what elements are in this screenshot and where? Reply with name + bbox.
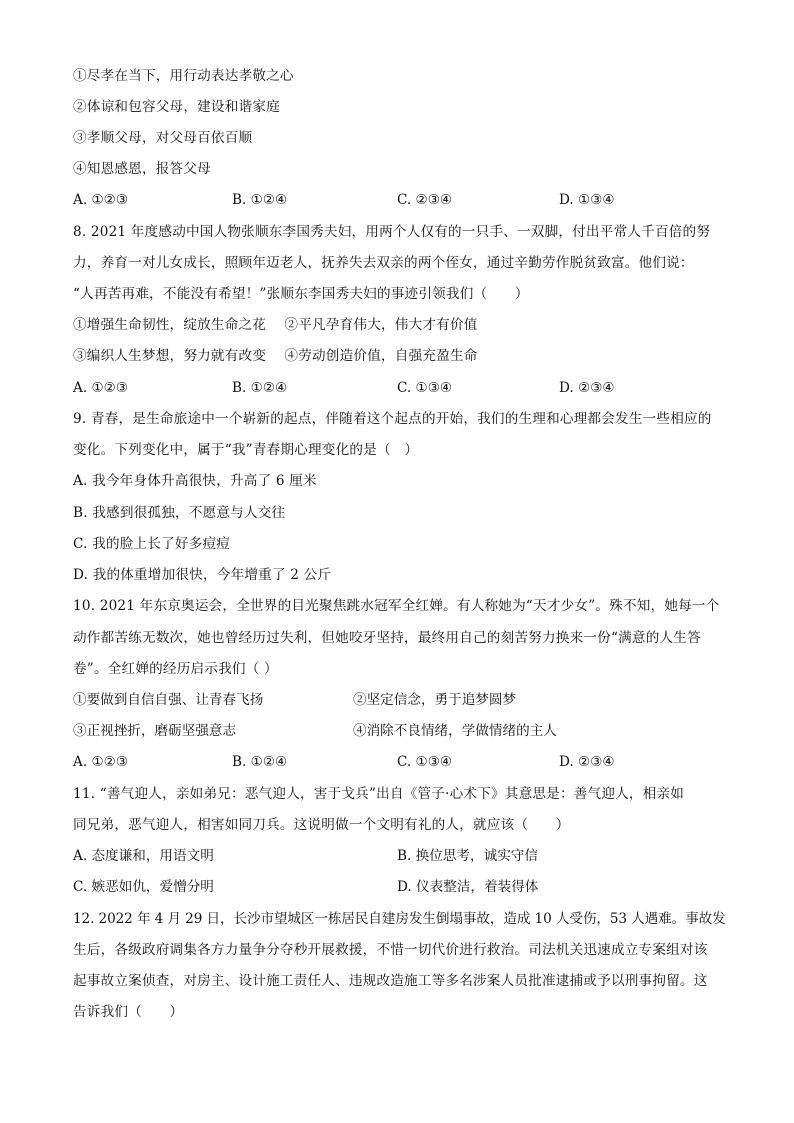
q7-option-4: ④知恩感恩，报答父母 xyxy=(73,161,211,177)
q11-option-b: B. 换位思考，诚实守信 xyxy=(397,848,538,864)
q8-stem-line-1: 8. 2021 年度感动中国人物张顺东李国秀夫妇，用两个人仅有的一只手、一双脚，付出平常人千百倍的努 xyxy=(73,224,711,240)
q11-option-a: A. 态度谦和，用语文明 xyxy=(73,848,214,864)
q12-stem-line-3: 起事故立案侦查，对房主、设计施工责任人、违规改造施工等多名涉案人员批准逮捕或予以刑事拘留。这 xyxy=(73,973,708,989)
q8-stem-line-3: “人再苦再难，不能没有希望！”张顺东李国秀夫妇的事迹引领我们（ ） xyxy=(73,286,529,302)
q9-stem-line-2: 变化。下列变化中，属于“我”青春期心理变化的是（ ） xyxy=(73,442,419,458)
q9-option-c: C. 我的脸上长了好多痘痘 xyxy=(73,536,231,552)
q11-option-d: D. 仪表整洁，着装得体 xyxy=(397,879,539,895)
q12-stem-line-1: 12. 2022 年 4 月 29 日，长沙市望城区一栋居民自建房发生倒塌事故，造成 10 人受伤，53 人遇难。事故发 xyxy=(73,911,726,927)
q8-choice-a: A. ①②③ xyxy=(73,380,129,396)
q12-stem-line-4: 告诉我们（ ） xyxy=(73,1004,184,1020)
q8-options-3-4: ③编织人生梦想，努力就有改变 ④劳动创造价值，自强充盈生命 xyxy=(73,348,478,364)
q9-option-b: B. 我感到很孤独，不愿意与人交往 xyxy=(73,505,286,521)
q10-option-2: ②坚定信念，勇于追梦圆梦 xyxy=(353,692,517,708)
q7-choice-d: D. ①③④ xyxy=(559,192,615,208)
q9-option-d: D. 我的体重增加很快，今年增重了 2 公斤 xyxy=(73,567,332,583)
q11-stem-line-1: 11. “善气迎人，亲如弟兄：恶气迎人，害于戈兵”出自《管子·心术下》其意思是：善气迎人，相亲如 xyxy=(73,786,685,802)
q8-stem-line-2: 力，养育一对儿女成长，照顾年迈老人，抚养失去双亲的两个侄女，通过辛勤劳作脱贫致富。他们说： xyxy=(73,255,694,271)
q10-choice-a: A. ①②③ xyxy=(73,754,129,770)
q10-option-4: ④消除不良情绪，学做情绪的主人 xyxy=(353,723,557,739)
q10-choice-c: C. ①③④ xyxy=(397,754,453,770)
q9-stem-line-1: 9. 青春，是生命旅途中一个崭新的起点，伴随着这个起点的开始，我们的生理和心理都会发生一些相应的 xyxy=(73,411,712,427)
q7-option-3: ③孝顺父母，对父母百依百顺 xyxy=(73,130,253,146)
q11-option-c: C. 嫉恶如仇，爱憎分明 xyxy=(73,879,214,895)
q10-stem-line-2: 动作都苦练无数次，她也曾经历过失利，但她咬牙坚持，最终用自己的刻苦努力换来一份“满意的人生答 xyxy=(73,630,701,646)
q8-choice-d: D. ②③④ xyxy=(559,380,615,396)
q8-choice-c: C. ①③④ xyxy=(397,380,453,396)
q12-stem-line-2: 生后，各级政府调集各方力量争分夺秒开展救援，不惜一切代价进行救治。司法机关迅速成立专案组对该 xyxy=(73,942,708,958)
q8-choice-b: B. ①②④ xyxy=(232,380,288,396)
q9-option-a: A. 我今年身体升高很快，升高了 6 厘米 xyxy=(73,473,317,489)
q10-stem-line-1: 10. 2021 年东京奥运会，全世界的目光聚焦跳水冠军全红婵。有人称她为“天才少女”。殊不知，她每一个 xyxy=(73,598,720,614)
q10-choice-b: B. ①②④ xyxy=(232,754,288,770)
q10-option-1: ①要做到自信自强、让青春飞扬 xyxy=(73,692,264,708)
q7-option-2: ②体谅和包容父母，建设和谐家庭 xyxy=(73,99,280,115)
q7-choice-a: A. ①②③ xyxy=(73,192,129,208)
q7-choice-b: B. ①②④ xyxy=(232,192,288,208)
q11-stem-line-2: 同兄弟，恶气迎人，相害如同刀兵。这说明做一个文明有礼的人，就应该（ ） xyxy=(73,817,570,833)
q8-options-1-2: ①增强生命韧性，绽放生命之花 ②平凡孕育伟大，伟大才有价值 xyxy=(73,317,478,333)
q7-choice-c: C. ②③④ xyxy=(397,192,453,208)
q10-choice-d: D. ②③④ xyxy=(559,754,615,770)
q10-stem-line-3: 卷”。全红婵的经历启示我们（ ） xyxy=(73,661,278,677)
q10-option-3: ③正视挫折，磨砺坚强意志 xyxy=(73,723,237,739)
q7-option-1: ①尽孝在当下，用行动表达孝敬之心 xyxy=(73,68,294,84)
